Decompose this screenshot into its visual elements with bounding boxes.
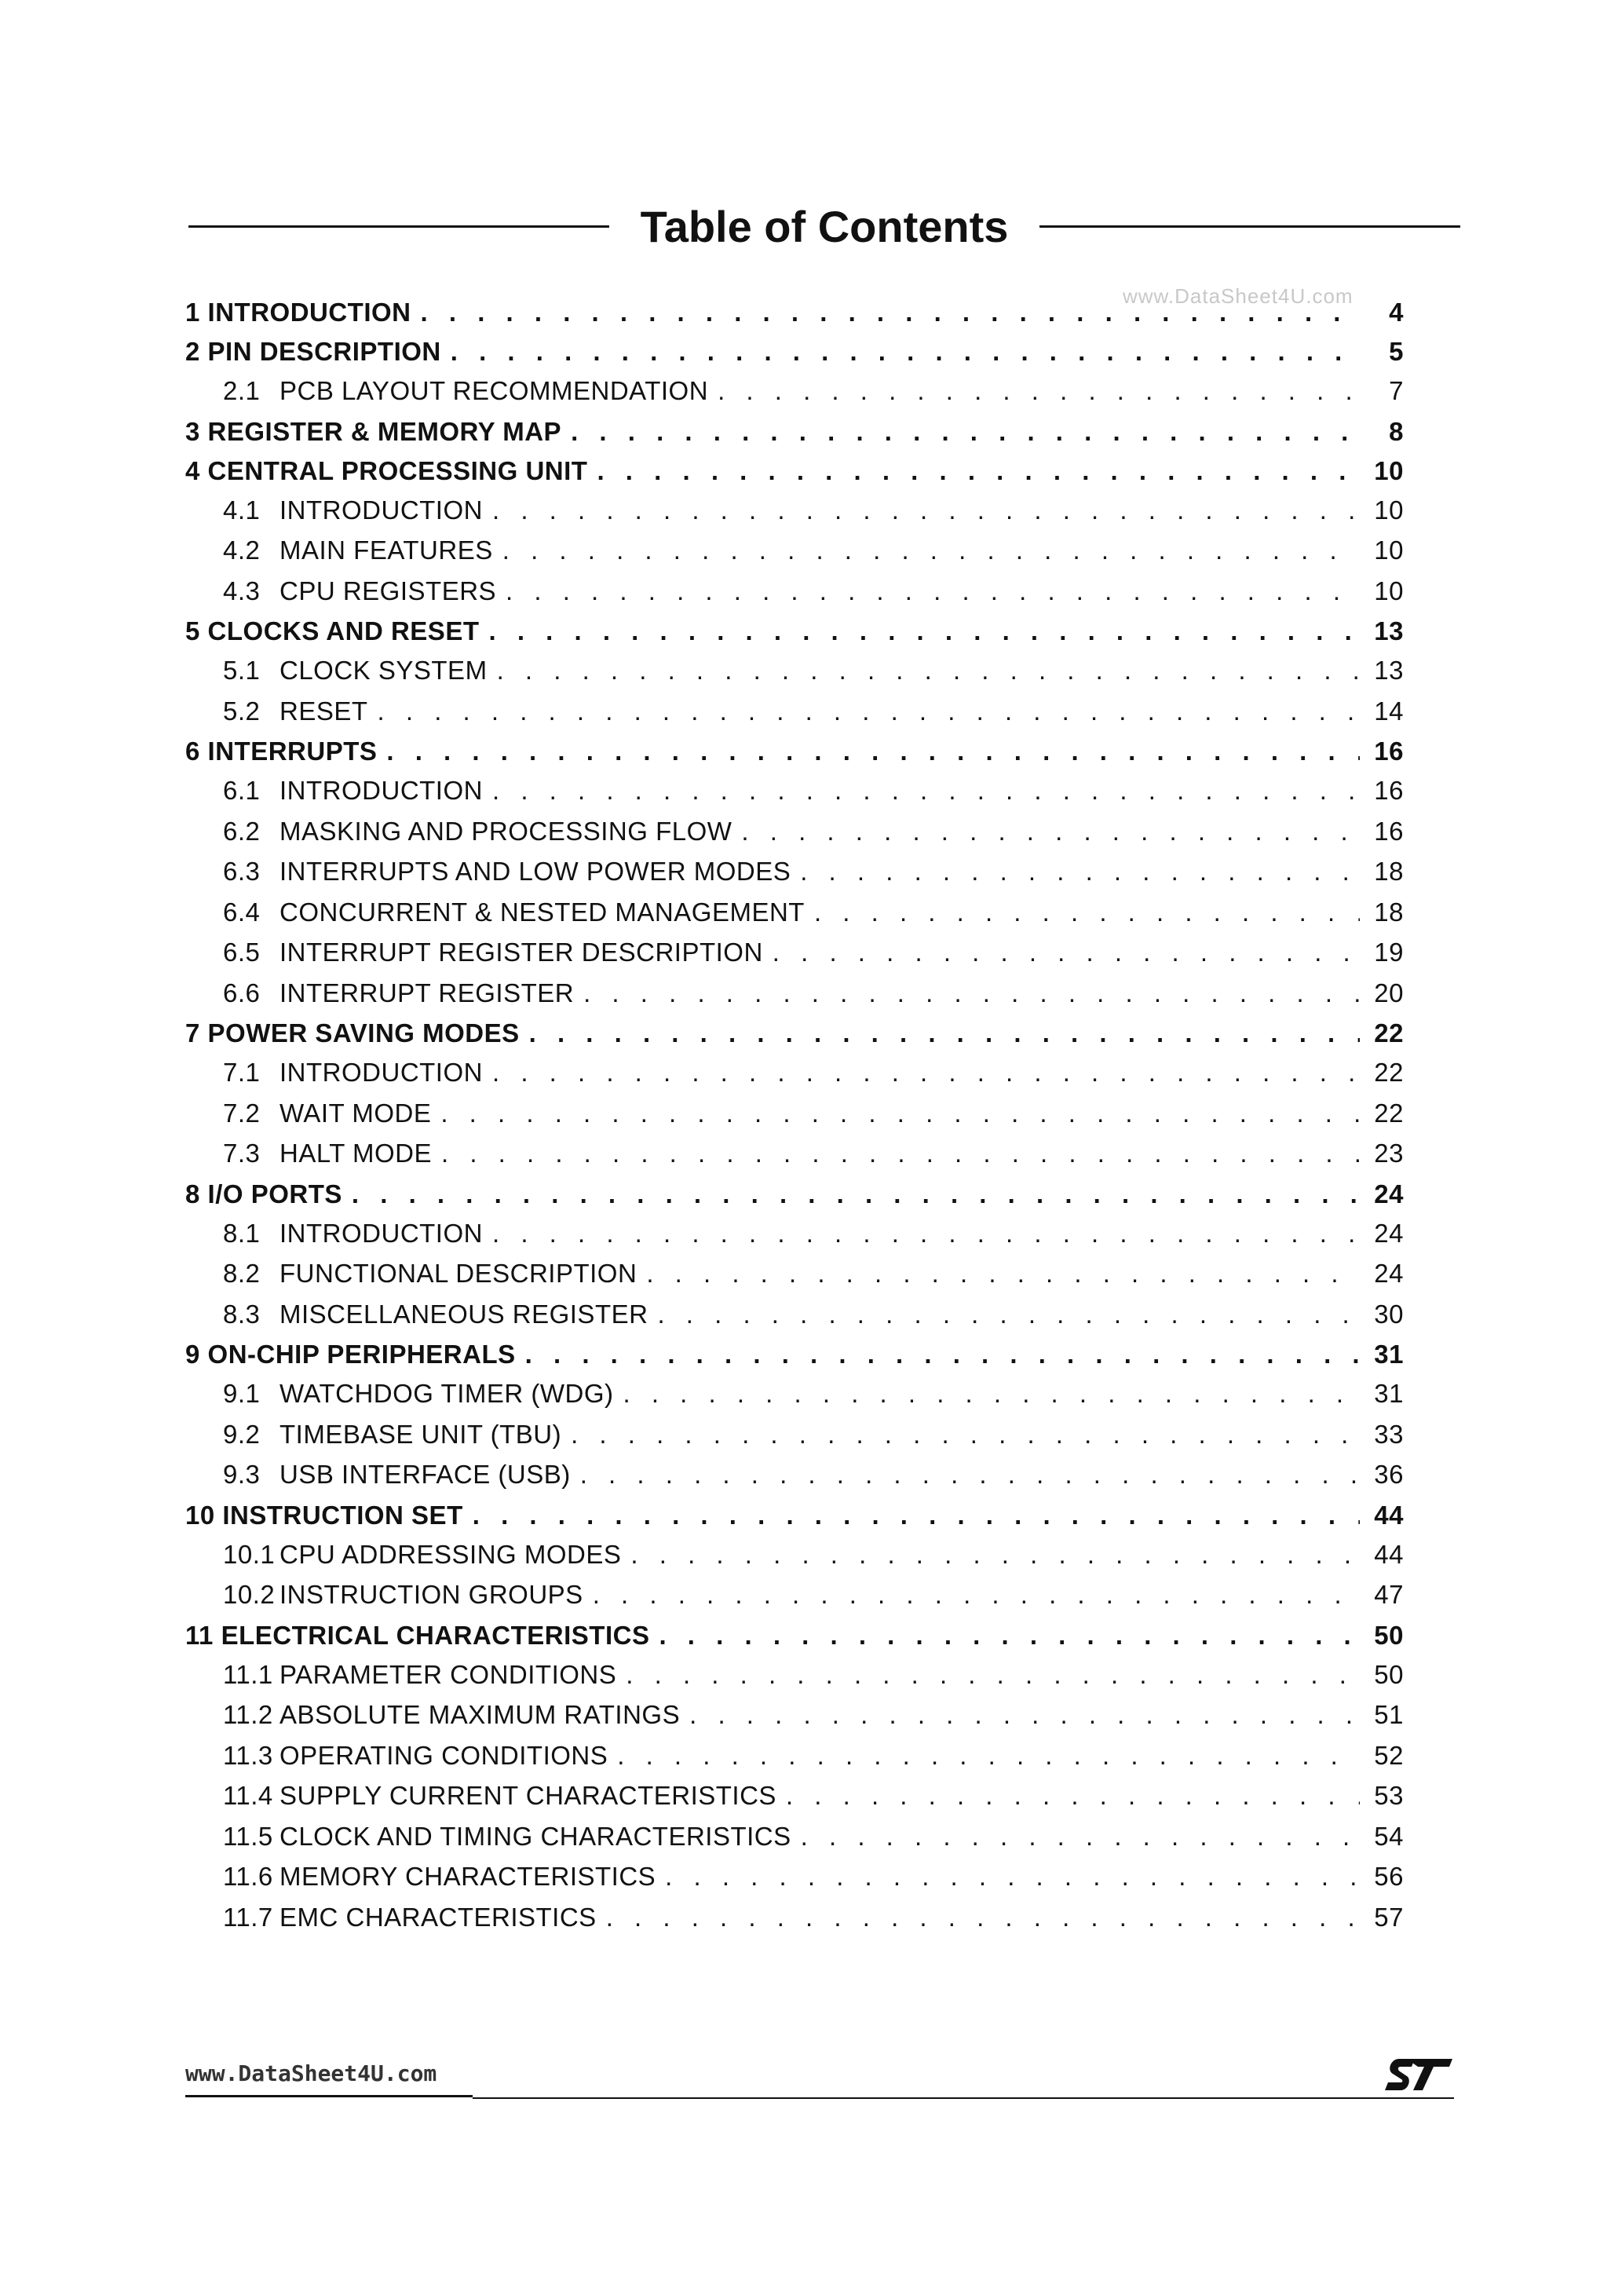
toc-entry-label [185, 1617, 659, 1654]
toc-page-number: 13 [1374, 656, 1404, 685]
toc-dot-leader [473, 1497, 1360, 1534]
toc-entry-label [223, 691, 378, 732]
footer-rule-left [185, 2095, 473, 2097]
toc-entry-title: ABSOLUTE MAXIMUM RATINGS [279, 1700, 681, 1729]
toc-entry-number: 8.3 [223, 1299, 261, 1329]
toc-section-entry[interactable] [185, 1213, 1404, 1254]
toc-entry-number: 2 [185, 337, 200, 366]
toc-entry-number: 3 [185, 416, 200, 446]
toc-entry-label [223, 1133, 441, 1174]
toc-entry-label [185, 413, 571, 451]
toc-entry-title: MISCELLANEOUS REGISTER [279, 1299, 648, 1329]
toc-entry-label [223, 1213, 492, 1254]
toc-dot-leader [386, 733, 1360, 770]
toc-entry-title: ON-CHIP PERIPHERALS [207, 1340, 516, 1369]
toc-dot-leader [571, 1414, 1360, 1455]
toc-dot-leader [451, 333, 1360, 371]
toc-page-number: 16 [1374, 816, 1404, 846]
toc-section-entry[interactable] [185, 1414, 1404, 1455]
toc-entry-label [185, 612, 489, 650]
toc-entry-label [223, 1856, 665, 1897]
toc-entry-title: MEMORY CHARACTERISTICS [279, 1862, 656, 1891]
toc-entry-label [223, 1735, 617, 1776]
toc-chapter-entry[interactable] [185, 1497, 1404, 1534]
toc-entry-title: WATCHDOG TIMER (WDG) [279, 1379, 614, 1408]
toc-entry-number: 10 [185, 1500, 215, 1530]
toc-entry-label [223, 851, 800, 892]
toc-dot-leader [571, 413, 1360, 451]
footer-watermark: www.DataSheet4U.com [185, 2060, 437, 2086]
toc-entry-label [185, 1175, 352, 1213]
toc-page-number: 16 [1374, 737, 1404, 766]
toc-entry-title: CONCURRENT & NESTED MANAGEMENT [279, 897, 805, 927]
toc-entry-label [223, 811, 741, 852]
toc-entry-label [185, 333, 451, 371]
toc-page-number: 47 [1374, 1580, 1404, 1609]
toc-page-number: 4 [1389, 298, 1404, 327]
toc-entry-label [185, 1497, 473, 1534]
toc-entry-label [223, 1454, 580, 1495]
toc-entry-title: FUNCTIONAL DESCRIPTION [279, 1259, 637, 1288]
toc-chapter-entry[interactable] [185, 1336, 1404, 1373]
toc-dot-leader [492, 1213, 1360, 1254]
toc-entry-title: CENTRAL PROCESSING UNIT [207, 455, 588, 485]
page-title: Table of Contents [640, 201, 1009, 251]
toc-dot-leader [626, 1654, 1360, 1695]
toc-dot-leader [529, 1015, 1360, 1052]
toc-entry-number: 6.2 [223, 816, 261, 846]
toc-chapter-entry[interactable] [185, 1617, 1404, 1654]
toc-page-number: 18 [1374, 857, 1404, 886]
toc-entry-number: 6.3 [223, 857, 261, 886]
toc-dot-leader [659, 1617, 1360, 1654]
toc-entry-label [223, 1373, 623, 1414]
toc-entry-label [223, 892, 814, 933]
toc-dot-leader [492, 490, 1360, 531]
toc-entry-number: 4.1 [223, 495, 261, 525]
toc-entry-title: PCB LAYOUT RECOMMENDATION [279, 376, 709, 405]
toc-dot-leader [421, 294, 1360, 331]
toc-section-entry[interactable] [185, 1897, 1404, 1938]
toc-entry-number: 5 [185, 616, 200, 645]
toc-entry-number: 11.5 [223, 1821, 273, 1851]
toc-chapter-entry[interactable] [185, 413, 1404, 451]
toc-page-number: 54 [1374, 1821, 1404, 1851]
toc-entry-title: ELECTRICAL CHARACTERISTICS [221, 1620, 650, 1650]
toc-entry-title: CPU REGISTERS [279, 576, 497, 605]
toc-entry-label [223, 1816, 801, 1857]
toc-page-number: 5 [1389, 337, 1404, 366]
toc-dot-leader [718, 371, 1360, 411]
toc-dot-leader [741, 811, 1360, 852]
toc-page-number: 22 [1374, 1098, 1404, 1128]
toc-entry-number: 11.2 [223, 1700, 273, 1729]
toc-entry-label [223, 650, 497, 691]
toc-entry-title: WAIT MODE [279, 1098, 432, 1128]
toc-page-number: 44 [1374, 1539, 1404, 1569]
toc-entry-number: 11.1 [223, 1659, 273, 1689]
toc-chapter-entry[interactable] [185, 1175, 1404, 1213]
toc-page-number: 30 [1374, 1299, 1404, 1329]
toc-entry-title: PIN DESCRIPTION [207, 337, 441, 366]
toc-section-entry[interactable] [185, 1775, 1404, 1816]
toc-entry-title: HALT MODE [279, 1139, 432, 1168]
toc-entry-title: INTRODUCTION [207, 298, 411, 327]
toc-section-entry[interactable] [185, 1052, 1404, 1093]
toc-dot-leader [786, 1775, 1360, 1816]
toc-entry-label [223, 371, 718, 411]
toc-section-entry[interactable] [185, 1654, 1404, 1695]
toc-entry-title: PARAMETER CONDITIONS [279, 1659, 617, 1689]
toc-entry-number: 4.3 [223, 576, 261, 605]
toc-entry-number: 7.3 [223, 1139, 261, 1168]
toc-dot-leader [580, 1454, 1360, 1495]
table-of-contents [185, 292, 1404, 1937]
toc-entry-title: CLOCK AND TIMING CHARACTERISTICS [279, 1821, 791, 1851]
toc-entry-label [223, 571, 506, 612]
page-footer [185, 2056, 1454, 2103]
toc-section-entry[interactable] [185, 973, 1404, 1014]
toc-dot-leader [440, 1093, 1360, 1134]
toc-dot-leader [378, 691, 1360, 732]
toc-section-entry[interactable] [185, 1133, 1404, 1174]
toc-entry-label [223, 1695, 689, 1735]
toc-page-number: 36 [1374, 1460, 1404, 1489]
toc-entry-title: INTERRUPTS AND LOW POWER MODES [279, 857, 791, 886]
toc-entry-title: MASKING AND PROCESSING FLOW [279, 816, 732, 846]
toc-entry-number: 6.1 [223, 776, 261, 805]
toc-entry-number: 9 [185, 1340, 200, 1369]
toc-entry-label [223, 1775, 786, 1816]
toc-entry-label [223, 770, 492, 811]
toc-entry-title: INTERRUPT REGISTER [279, 978, 575, 1007]
toc-entry-number: 4.2 [223, 536, 261, 565]
toc-dot-leader [492, 1052, 1360, 1093]
toc-chapter-entry[interactable] [185, 1015, 1404, 1052]
toc-entry-title: I/O PORTS [207, 1179, 342, 1208]
toc-dot-leader [502, 530, 1360, 571]
toc-section-entry[interactable] [185, 1816, 1404, 1857]
toc-entry-number: 10.1 [223, 1539, 276, 1569]
toc-entry-title: SUPPLY CURRENT CHARACTERISTICS [279, 1781, 776, 1810]
toc-chapter-entry[interactable] [185, 294, 1404, 331]
toc-section-entry[interactable] [185, 650, 1404, 691]
toc-entry-title: CLOCK SYSTEM [279, 656, 488, 685]
toc-entry-label [223, 1654, 626, 1695]
toc-page-number: 10 [1374, 576, 1404, 605]
toc-entry-number: 2.1 [223, 376, 261, 405]
toc-entry-title: POWER SAVING MODES [207, 1018, 520, 1047]
toc-page-number: 57 [1374, 1902, 1404, 1932]
toc-page-number: 19 [1374, 938, 1404, 967]
toc-dot-leader [492, 770, 1360, 811]
toc-dot-leader [623, 1373, 1361, 1414]
toc-entry-number: 8.1 [223, 1218, 261, 1248]
toc-section-entry[interactable] [185, 1294, 1404, 1335]
toc-entry-number: 7 [185, 1018, 200, 1047]
toc-page-number: 50 [1374, 1620, 1404, 1650]
toc-page-number: 53 [1374, 1781, 1404, 1810]
toc-page-number: 18 [1374, 897, 1404, 927]
toc-dot-leader [689, 1695, 1360, 1735]
toc-section-entry[interactable] [185, 1695, 1404, 1735]
toc-entry-label [223, 1897, 606, 1938]
toc-dot-leader [665, 1856, 1360, 1897]
toc-page-number: 31 [1374, 1340, 1404, 1369]
toc-dot-leader [593, 1574, 1360, 1615]
toc-entry-label [185, 733, 386, 770]
toc-entry-number: 6.6 [223, 978, 261, 1007]
toc-dot-leader [525, 1336, 1360, 1373]
toc-chapter-entry[interactable] [185, 612, 1404, 650]
toc-section-entry[interactable] [185, 770, 1404, 811]
toc-section-entry[interactable] [185, 811, 1404, 852]
toc-entry-label [223, 932, 773, 973]
toc-page-number: 22 [1374, 1018, 1404, 1047]
toc-page-number: 56 [1374, 1862, 1404, 1891]
toc-entry-title: MAIN FEATURES [279, 536, 493, 565]
toc-entry-title: INSTRUCTION SET [222, 1500, 463, 1530]
toc-chapter-entry[interactable] [185, 452, 1404, 490]
toc-page-number: 10 [1374, 455, 1404, 485]
toc-entry-title: INTRODUCTION [279, 776, 483, 805]
toc-entry-number: 9.1 [223, 1379, 261, 1408]
footer-rule-right [473, 2097, 1454, 2099]
toc-section-entry[interactable] [185, 530, 1404, 571]
toc-entry-title: RESET [279, 696, 368, 726]
toc-entry-label [223, 1253, 646, 1294]
toc-page-number: 33 [1374, 1419, 1404, 1449]
toc-entry-label [223, 1574, 593, 1615]
toc-page-number: 51 [1374, 1700, 1404, 1729]
toc-dot-leader [441, 1133, 1360, 1174]
toc-entry-number: 1 [185, 298, 200, 327]
title-rule-left [188, 225, 609, 228]
toc-section-entry[interactable] [185, 1574, 1404, 1615]
toc-entry-label [223, 1052, 492, 1093]
toc-section-entry[interactable] [185, 571, 1404, 612]
toc-entry-number: 11 [185, 1620, 214, 1650]
toc-page-number: 31 [1374, 1379, 1404, 1408]
toc-page-number: 52 [1374, 1740, 1404, 1770]
toc-page-number: 14 [1374, 696, 1404, 726]
toc-entry-title: INTERRUPTS [207, 737, 378, 766]
toc-entry-label [223, 1534, 630, 1575]
toc-entry-label [223, 490, 492, 531]
toc-page-number: 24 [1374, 1259, 1404, 1288]
toc-dot-leader [800, 851, 1360, 892]
toc-entry-title: REGISTER & MEMORY MAP [207, 416, 562, 446]
toc-dot-leader [773, 932, 1360, 973]
toc-section-entry[interactable] [185, 892, 1404, 933]
toc-entry-number: 7.1 [223, 1058, 261, 1087]
toc-dot-leader [657, 1294, 1360, 1335]
toc-page-number: 24 [1374, 1218, 1404, 1248]
toc-entry-title: INTRODUCTION [279, 1218, 483, 1248]
toc-page-number: 50 [1374, 1659, 1404, 1689]
toc-entry-title: OPERATING CONDITIONS [279, 1740, 608, 1770]
toc-entry-number: 7.2 [223, 1098, 261, 1128]
toc-section-entry[interactable] [185, 1373, 1404, 1414]
toc-page-number: 7 [1389, 376, 1404, 405]
toc-entry-number: 8 [185, 1179, 200, 1208]
toc-entry-title: USB INTERFACE (USB) [279, 1460, 571, 1489]
toc-section-entry[interactable] [185, 1093, 1404, 1134]
toc-page-number: 23 [1374, 1139, 1404, 1168]
title-rule-right [1039, 225, 1460, 228]
toc-dot-leader [489, 612, 1361, 650]
toc-entry-number: 5.1 [223, 656, 261, 685]
toc-entry-number: 11.4 [223, 1781, 273, 1810]
toc-dot-leader [617, 1735, 1360, 1776]
toc-section-entry[interactable] [185, 490, 1404, 531]
toc-entry-number: 8.2 [223, 1259, 261, 1288]
toc-entry-title: INTRODUCTION [279, 1058, 483, 1087]
toc-chapter-entry[interactable] [185, 733, 1404, 770]
toc-entry-title: CLOCKS AND RESET [207, 616, 480, 645]
toc-page-number: 10 [1374, 536, 1404, 565]
watermark: www.DataSheet4U.com [1123, 284, 1353, 308]
toc-entry-number: 11.6 [223, 1862, 273, 1891]
toc-entry-title: CPU ADDRESSING MODES [279, 1539, 622, 1569]
toc-entry-title: EMC CHARACTERISTICS [279, 1902, 597, 1932]
toc-entry-label [223, 530, 502, 571]
toc-entry-number: 11.3 [223, 1740, 273, 1770]
toc-entry-label [185, 452, 597, 490]
toc-page-number: 20 [1374, 978, 1404, 1007]
toc-page-number: 16 [1374, 776, 1404, 805]
toc-section-entry[interactable] [185, 851, 1404, 892]
toc-page-number: 44 [1374, 1500, 1404, 1530]
toc-entry-title: INSTRUCTION GROUPS [279, 1580, 583, 1609]
title-bar [188, 195, 1460, 258]
toc-entry-label [223, 1294, 657, 1335]
toc-entry-number: 4 [185, 455, 200, 485]
toc-entry-title: INTRODUCTION [279, 495, 483, 525]
toc-section-entry[interactable] [185, 691, 1404, 732]
toc-dot-leader [646, 1253, 1360, 1294]
toc-entry-title: TIMEBASE UNIT (TBU) [279, 1419, 562, 1449]
toc-page-number: 13 [1374, 616, 1404, 645]
toc-section-entry[interactable] [185, 1534, 1404, 1575]
toc-entry-label [223, 1093, 440, 1134]
toc-entry-number: 10.2 [223, 1580, 276, 1609]
toc-dot-leader [597, 452, 1360, 490]
toc-section-entry[interactable] [185, 1856, 1404, 1897]
toc-dot-leader [352, 1175, 1360, 1213]
toc-entry-number: 6.5 [223, 938, 261, 967]
toc-entry-title: INTERRUPT REGISTER DESCRIPTION [279, 938, 763, 967]
toc-dot-leader [630, 1534, 1360, 1575]
toc-entry-label [185, 294, 421, 331]
toc-entry-number: 5.2 [223, 696, 261, 726]
toc-entry-number: 6 [185, 737, 200, 766]
toc-dot-leader [801, 1816, 1360, 1857]
toc-dot-leader [506, 571, 1360, 612]
toc-dot-leader [814, 892, 1360, 933]
toc-page-number: 24 [1374, 1179, 1404, 1208]
toc-entry-number: 11.7 [223, 1902, 273, 1932]
toc-page-number: 10 [1374, 495, 1404, 525]
toc-section-entry[interactable] [185, 371, 1404, 411]
toc-chapter-entry[interactable] [185, 333, 1404, 371]
toc-entry-number: 6.4 [223, 897, 261, 927]
toc-section-entry[interactable] [185, 1735, 1404, 1776]
toc-section-entry[interactable] [185, 1253, 1404, 1294]
toc-entry-label [185, 1336, 525, 1373]
toc-dot-leader [606, 1897, 1360, 1938]
st-logo-icon [1383, 2056, 1454, 2093]
toc-entry-label [223, 973, 583, 1014]
toc-entry-label [223, 1414, 571, 1455]
toc-entry-number: 9.2 [223, 1419, 261, 1449]
toc-entry-label [185, 1015, 529, 1052]
toc-dot-leader [583, 973, 1360, 1014]
toc-section-entry[interactable] [185, 932, 1404, 973]
toc-section-entry[interactable] [185, 1454, 1404, 1495]
toc-page-number: 22 [1374, 1058, 1404, 1087]
toc-dot-leader [497, 650, 1360, 691]
toc-entry-number: 9.3 [223, 1460, 261, 1489]
toc-page-number: 8 [1389, 416, 1404, 446]
